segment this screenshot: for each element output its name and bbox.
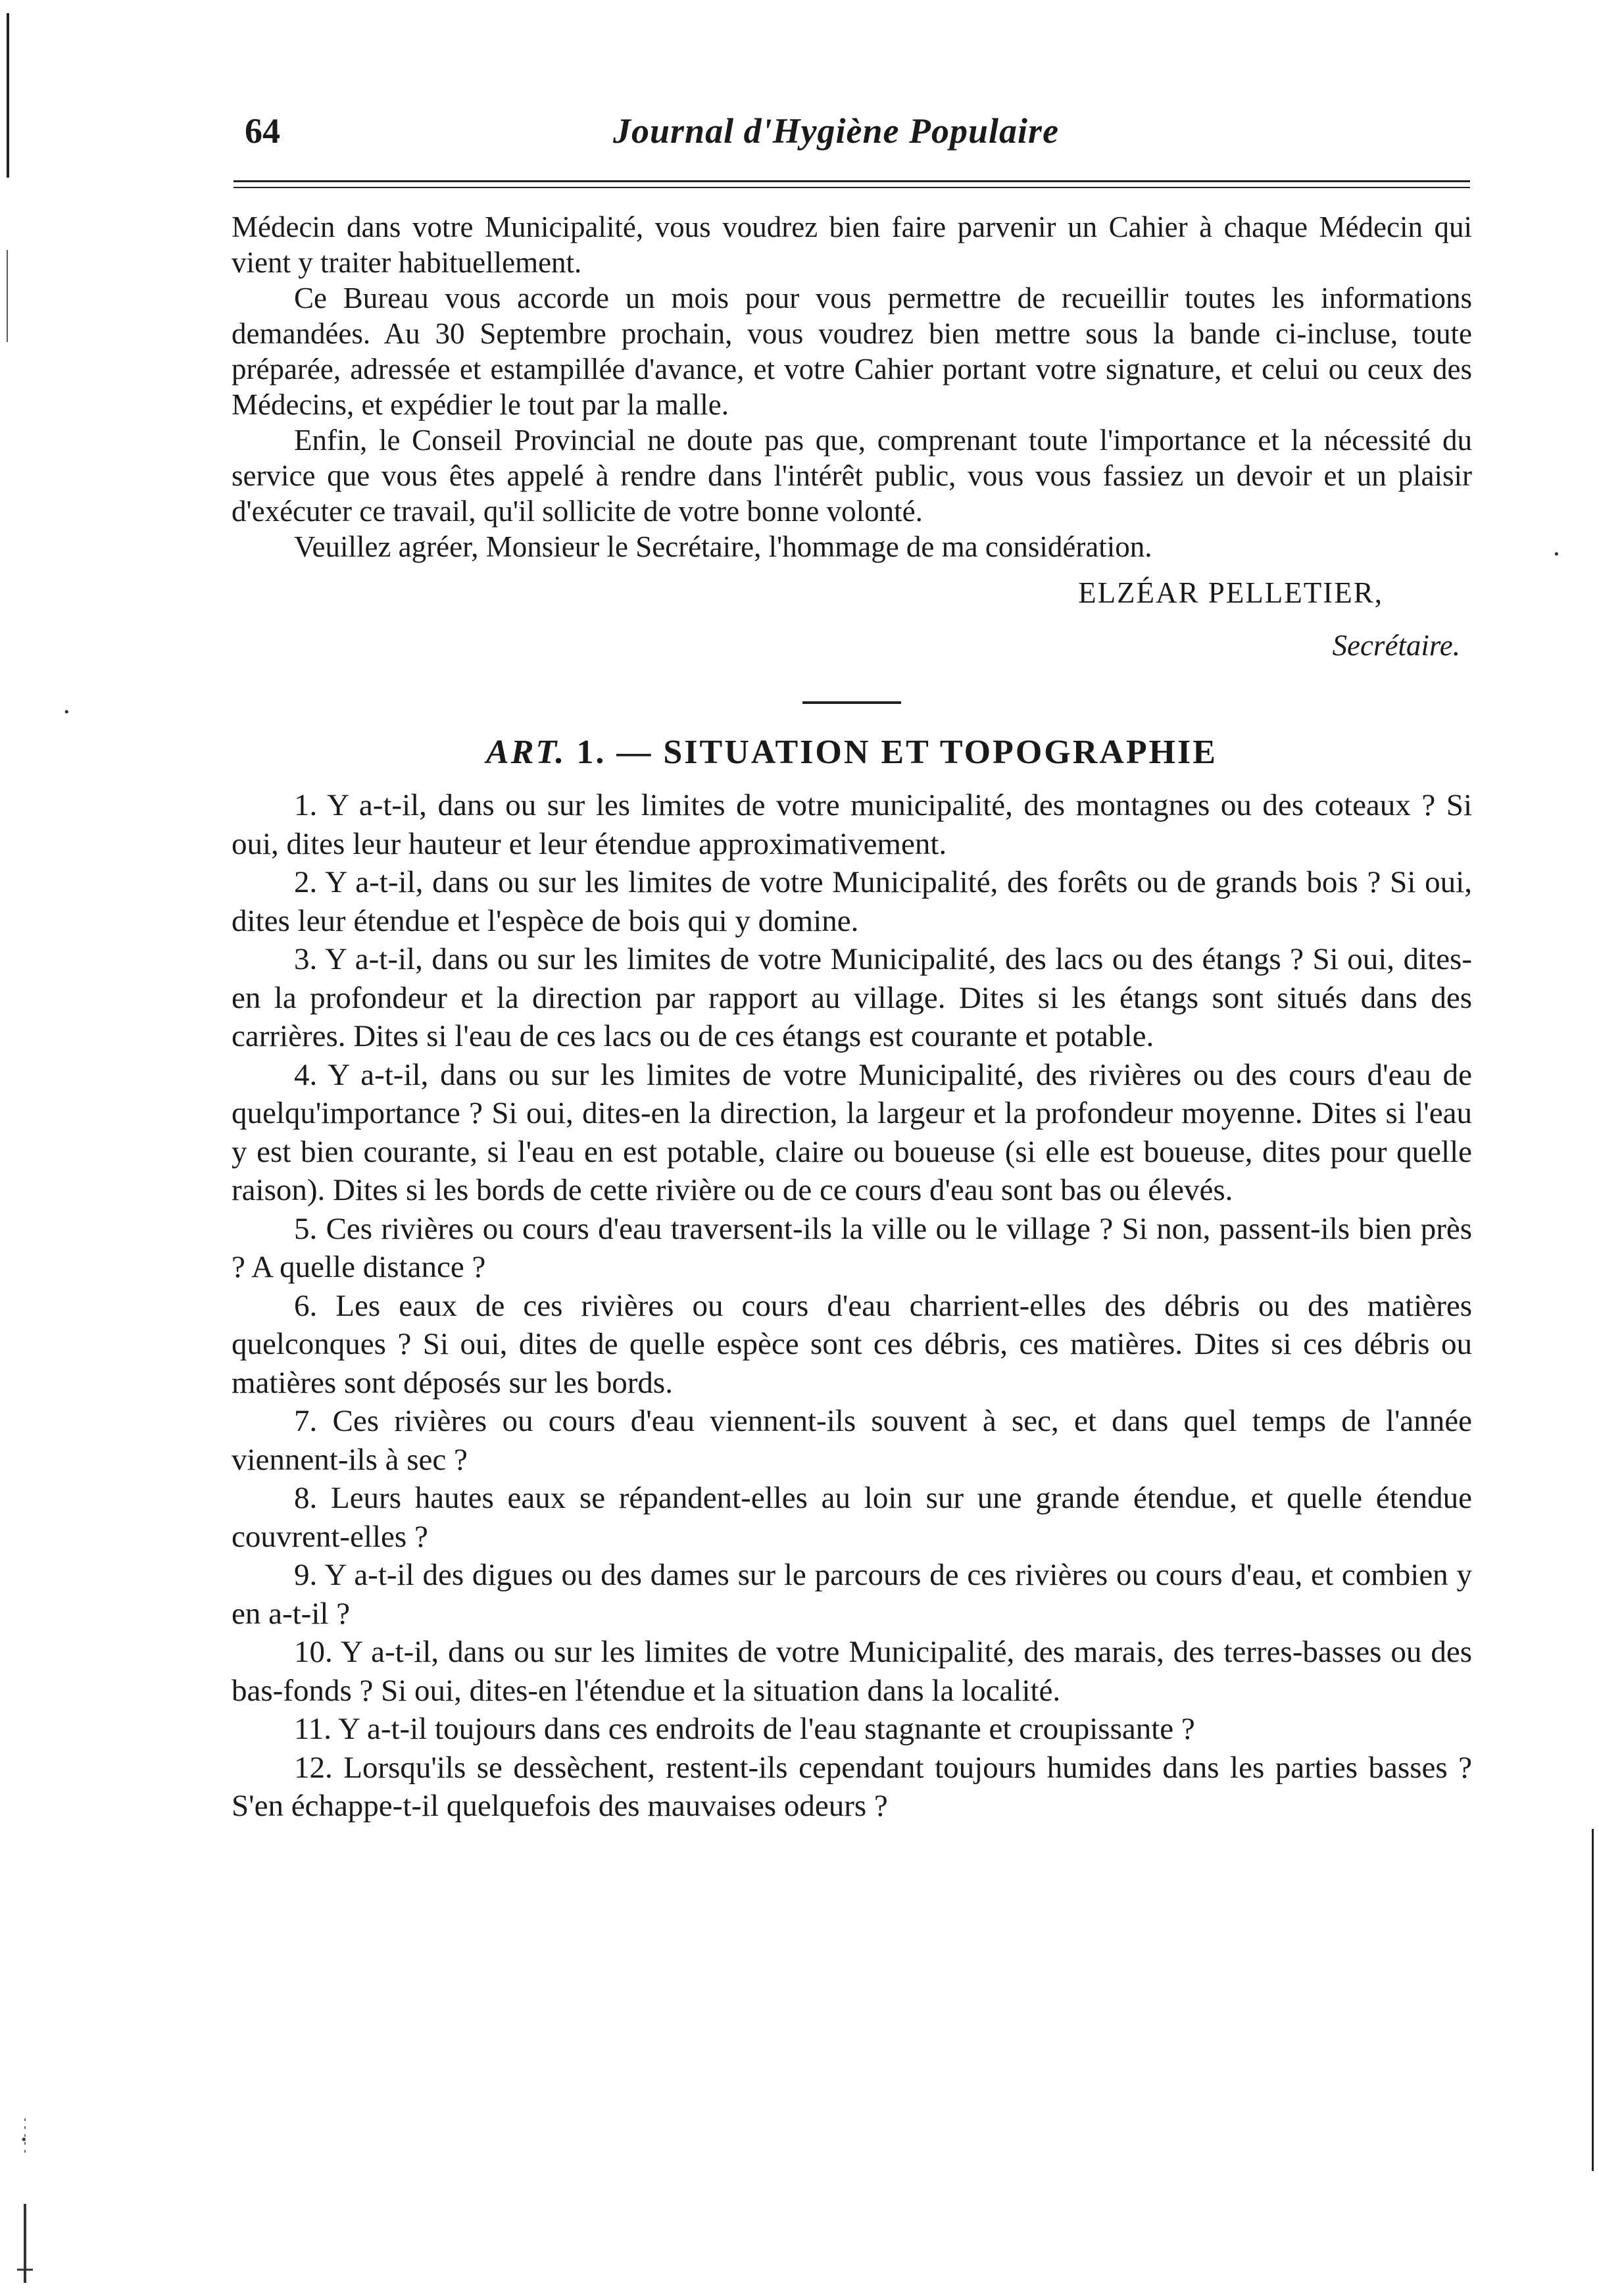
question-item: 2. Y a-t-il, dans ou sur les limites de votre Municipalité, des forêts ou de grands bois ? Si oui, dites leur étendue et l'espèce de bois qui y domine. [232,865,1472,938]
question-item: 3. Y a-t-il, dans ou sur les limites de votre Municipalité, des lacs ou des étangs ? Si oui, dites-en la profondeur et la direction par rapport au village. Dites si les étangs sont situés dans des carrières. Dites si l'eau de ces lacs ou de ces étangs est courante et potable. [232,942,1472,1053]
running-title: Journal d'Hygiène Populaire [613,111,1060,151]
letter-paragraph: Veuillez agréer, Monsieur le Secrétaire, l'hommage de ma considération. [294,530,1152,563]
signature-title: Secrétaire. [1332,629,1460,662]
letter-paragraph: Médecin dans votre Municipalité, vous voudrez bien faire parvenir un Cahier à chaque Médecin qui vient y traiter habituellement. [232,211,1472,279]
question-item: 1. Y a-t-il, dans ou sur les limites de votre municipalité, des montagnes ou des coteaux ? Si oui, dites leur hauteur et leur étendue approximativement. [232,788,1472,861]
margin-scan-marks [12,2105,38,2289]
letter-paragraph: Enfin, le Conseil Provincial ne doute pas que, comprenant toute l'importance et la nécessité du service que vous êtes appelé à rendre dans l'intérêt public, vous vous fassiez un devoir et un plaisir d'exécuter ce travail, qu'il sollicite de votre bonne volonté. [232,424,1472,528]
binding-edge-mark [7,13,9,178]
question-list [232,786,1472,1826]
question-item: 12. Lorsqu'ils se dessèchent, restent-ils cependant toujours humides dans les parties basses ? S'en échappe-t-il quelquefois des mauvaises odeurs ? [232,1750,1472,1823]
section-heading [232,733,1472,772]
margin-speck: · [20,2125,28,2155]
margin-speck: · [62,697,71,728]
section-title: 1. — SITUATION ET TOPOGRAPHIE [576,734,1218,771]
page-number: 64 [245,111,280,151]
question-item: 4. Y a-t-il, dans ou sur les limites de votre Municipalité, des rivières ou des cours d'eau de quelqu'importance ? Si oui, dites-en la direction, la largeur et la profondeur moyenne. Dites si l'eau y est bien courante, si l'eau en est potable, claire ou boueuse (si elle est boueuse, dites pour quelle raison). Dites si les bords de cette rivière ou de ce cours d'eau sont bas ou élevés. [232,1057,1472,1207]
question-item: 7. Ces rivières ou cours d'eau viennent-ils souvent à sec, et dans quel temps de l'année viennent-ils à sec ? [232,1404,1472,1477]
signature-name: ELZÉAR PELLETIER, [1078,576,1383,609]
question-item: 5. Ces rivières ou cours d'eau traversent-ils la ville ou le village ? Si non, passent-ils bien près ? A quelle distance ? [232,1211,1472,1284]
binding-edge-mark-lower [7,250,8,342]
question-item: 11. Y a-t-il toujours dans ces endroits de l'eau stagnante et croupissante ? [294,1712,1195,1746]
question-item: 9. Y a-t-il des digues ou des dames sur le parcours de ces rivières ou cours d'eau, et combien y en a-t-il ? [232,1558,1472,1631]
section-divider [802,701,901,704]
question-item: 8. Leurs hautes eaux se répandent-elles au loin sur une grande étendue, et quelle étendue couvrent-elles ? [232,1481,1472,1554]
letter-paragraph: Ce Bureau vous accorde un mois pour vous permettre de recueillir toutes les informations demandées. Au 30 Septembre prochain, vous voudrez bien mettre sous la bande ci-incluse, toute préparée, adressée et estampillée d'avance, et votre Cahier portant votre signature, et celui ou ceux des Médecins, et expédier le tout par la malle. [232,282,1472,421]
header-rule [234,180,1470,188]
page-body [232,209,1472,1826]
section-art-label: ART. [486,734,566,771]
question-item: 10. Y a-t-il, dans ou sur les limites de votre Municipalité, des marais, des terres-basses ou des bas-fonds ? Si oui, dites-en l'étendue et la situation dans la localité. [232,1635,1472,1708]
question-item: 6. Les eaux de ces rivières ou cours d'eau charrient-elles des débris ou des matières quelconques ? Si oui, dites de quelle espèce sont ces débris, ces matières. Dites si ces débris ou matières sont déposés sur les bords. [232,1288,1472,1400]
margin-speck: · [1552,539,1561,570]
right-margin-mark [1592,1829,1594,2171]
page-header [245,111,1468,163]
